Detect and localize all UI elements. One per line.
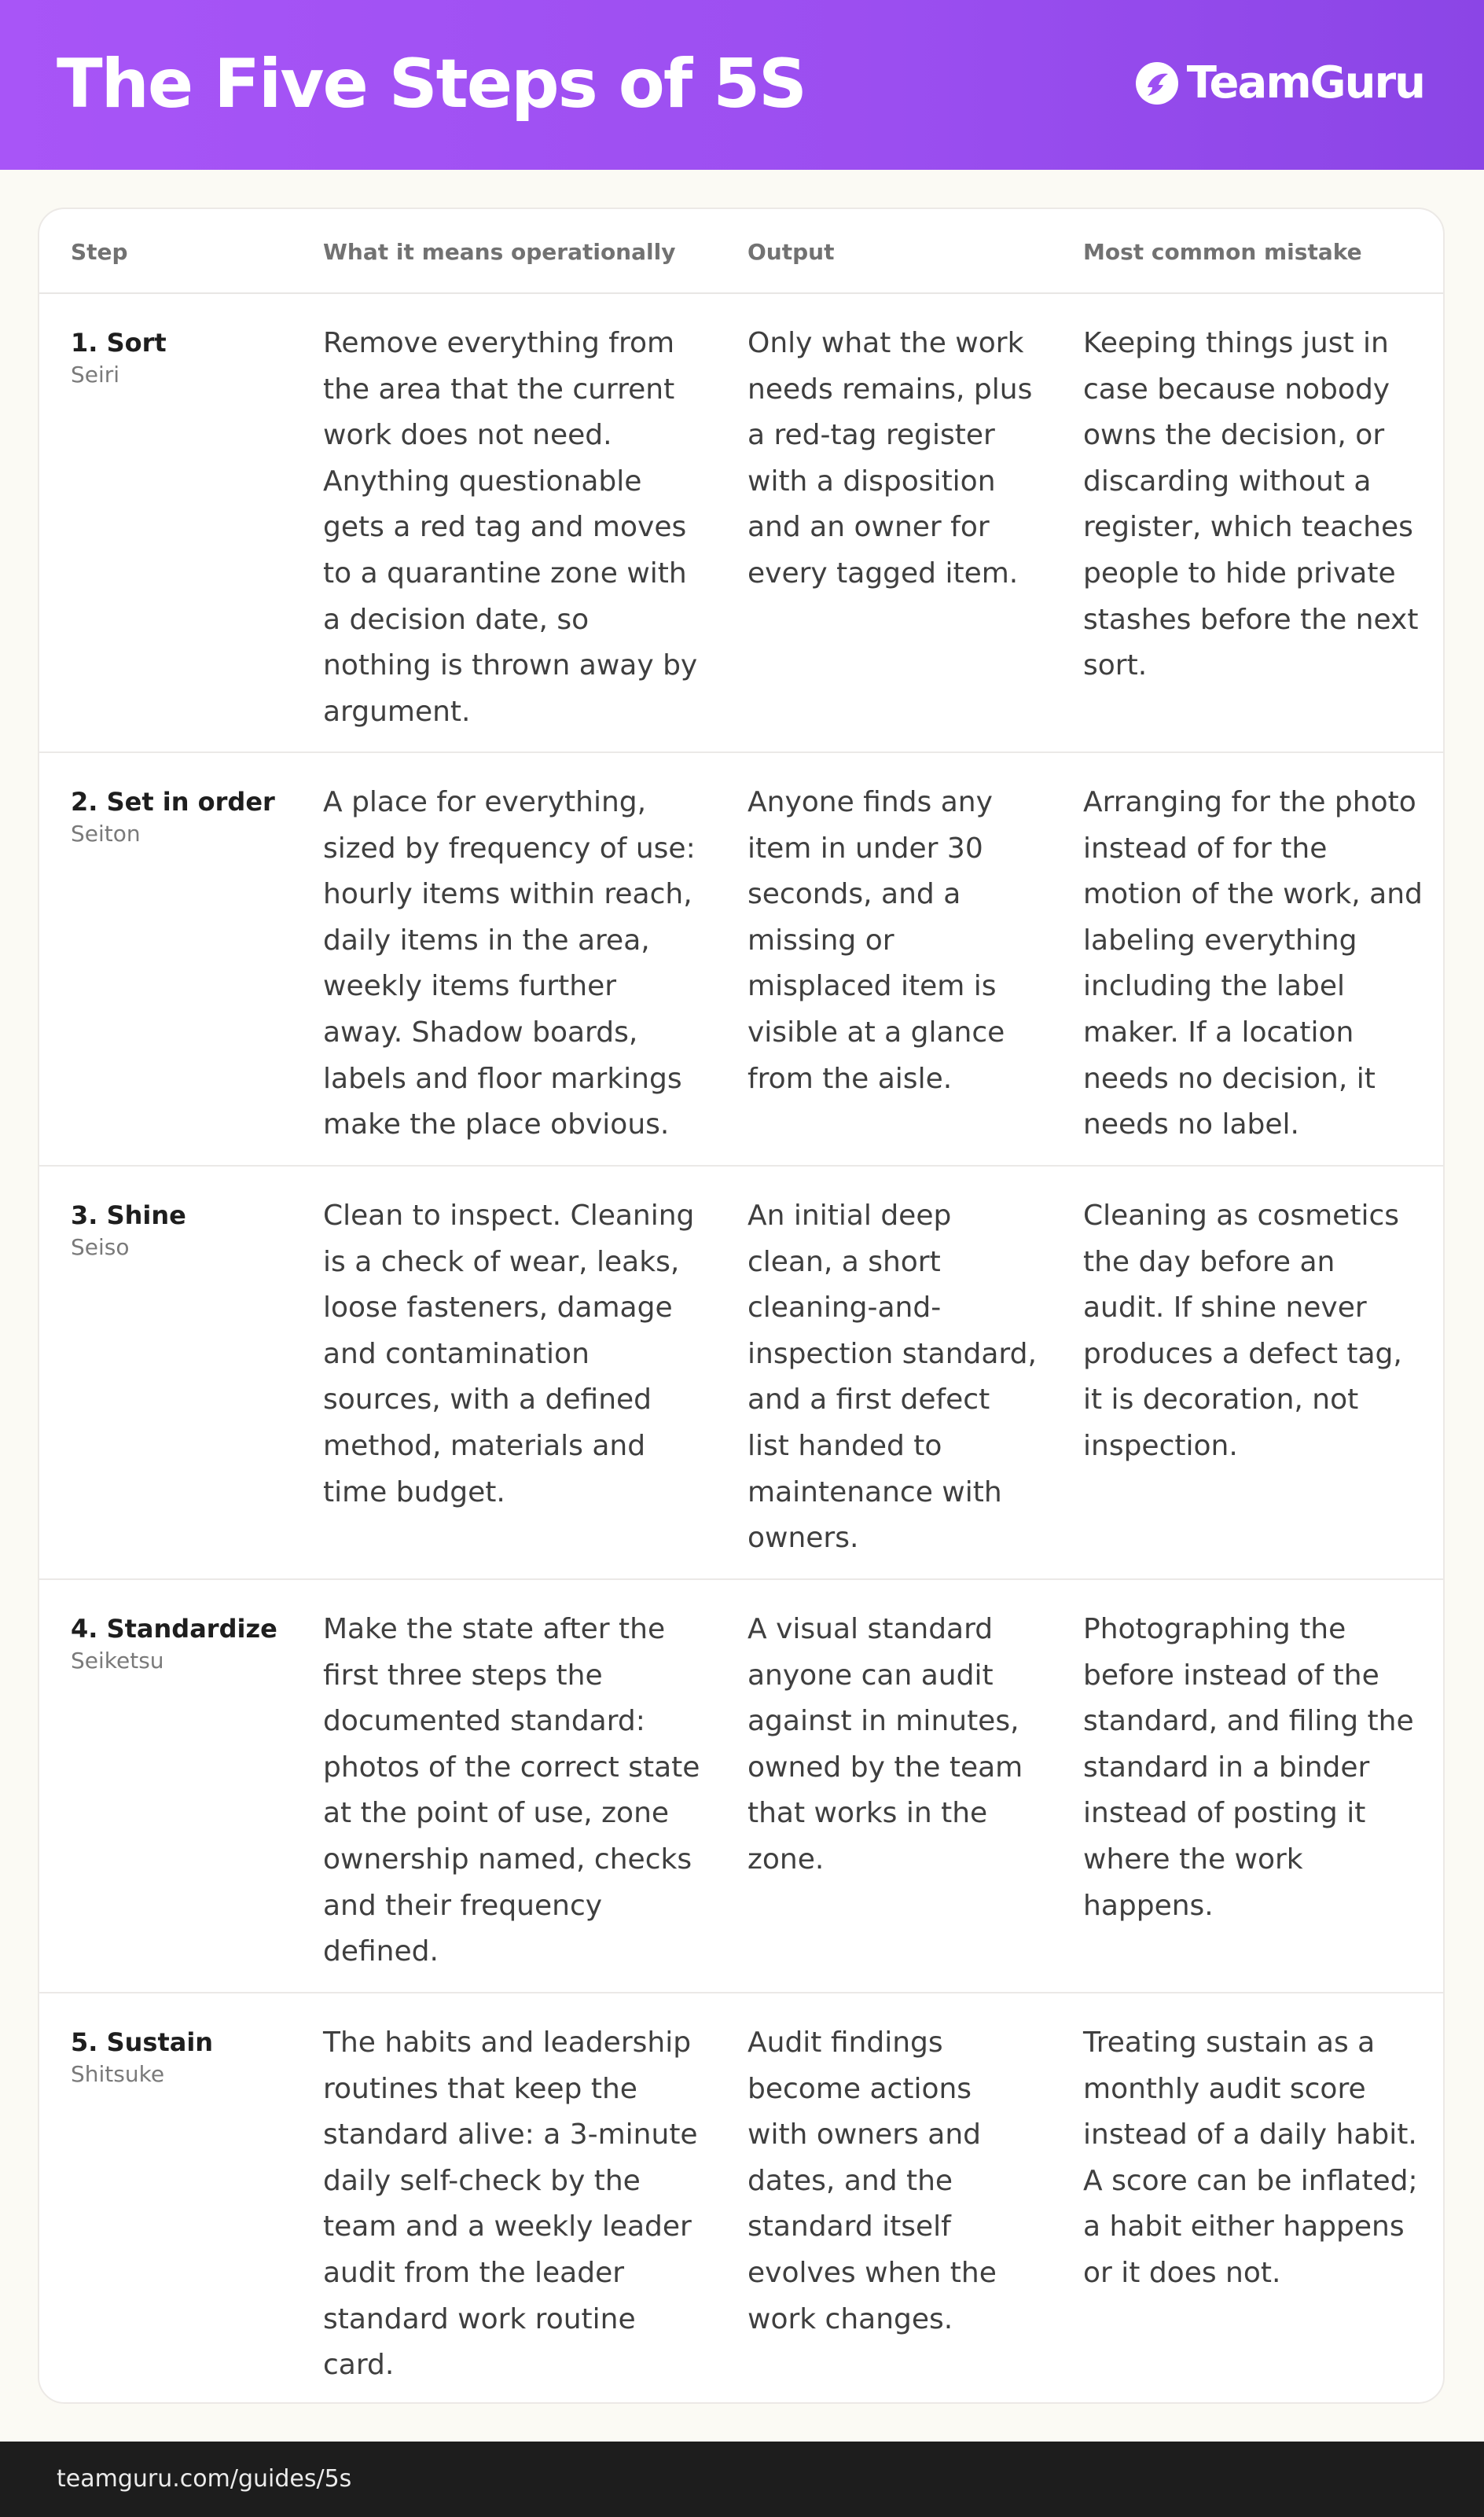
mistake-cell: Cleaning as cosmetics the day before an audit. If shine never produces a defect tag, it is decoration, not inspection. (1083, 1200, 1402, 1462)
table-row (39, 1993, 1443, 2404)
page-footer (0, 2442, 1484, 2517)
step-name: 2. Set in order (71, 787, 275, 817)
mistake-cell: Arranging for the photo instead of for the motion of the work, and labeling everything including the label maker. If a location needs no decision, it needs no label. (1083, 786, 1423, 1141)
brand-logo[interactable] (1135, 57, 1424, 108)
column-header-output: Output (748, 239, 835, 265)
column-header-meaning: What it means operationally (323, 239, 676, 265)
steps-table (38, 208, 1445, 2404)
column-header-step: Step (71, 239, 128, 265)
step-name: 5. Sustain (71, 2027, 214, 2057)
meaning-cell: Make the state after the first three steps the documented standard: photos of the correct state at the point of use, zone ownership named, checks and their frequency defined. (323, 1613, 700, 1968)
output-cell: A visual standard anyone can audit against in minutes, owned by the team that works in the zone. (748, 1613, 1023, 1876)
table-row (39, 294, 1443, 753)
brand-name: TeamGuru (1186, 57, 1424, 108)
table-row (39, 1167, 1443, 1580)
step-cell (71, 2023, 291, 2088)
step-cell (71, 1610, 291, 1674)
mistake-cell: Photographing the before instead of the standard, and filing the standard in a binder instead of posting it where the work happens. (1083, 1613, 1414, 1922)
step-cell (71, 783, 291, 847)
column-header-mistake: Most common mistake (1083, 239, 1362, 265)
mistake-cell: Keeping things just in case because nobody owns the decision, or discarding without a register, which teaches people to hide private stashes before the next sort. (1083, 327, 1419, 682)
output-cell: An initial deep clean, a short cleaning-and-inspection standard, and a first defect list handed to maintenance with owners. (748, 1200, 1037, 1555)
step-cell (71, 324, 291, 388)
step-japanese-name: Seiketsu (71, 1648, 164, 1674)
step-japanese-name: Seiso (71, 1234, 130, 1260)
output-cell: Only what the work needs remains, plus a red-tag register with a disposition and an owner for every tagged item. (748, 327, 1033, 590)
mistake-cell: Treating sustain as a monthly audit score instead of a daily habit. A score can be inflated; a habit either happens or it does not. (1083, 2026, 1418, 2289)
footer-url-link[interactable]: teamguru.com/guides/5s (57, 2465, 352, 2493)
step-japanese-name: Seiri (71, 362, 120, 388)
step-japanese-name: Shitsuke (71, 2061, 165, 2087)
step-name: 4. Standardize (71, 1614, 277, 1644)
teamguru-logo-icon (1135, 61, 1179, 105)
step-name: 3. Shine (71, 1200, 186, 1230)
meaning-cell: A place for everything, sized by frequency of use: hourly items within reach, daily items in the area, weekly items further away. Shadow boards, labels and floor markings make the place obvious. (323, 786, 696, 1141)
table-header (39, 209, 1443, 294)
meaning-cell: The habits and leadership routines that keep the standard alive: a 3-minute daily self-check by the team and a weekly leader audit from the leader standard work routine card. (323, 2026, 698, 2382)
output-cell: Anyone finds any item in under 30 seconds, and a missing or misplaced item is visible at a glance from the aisle. (748, 786, 1005, 1095)
table-row (39, 753, 1443, 1167)
step-name: 1. Sort (71, 328, 167, 358)
output-cell: Audit findings become actions with owners and dates, and the standard itself evolves when the work changes. (748, 2026, 997, 2335)
step-cell (71, 1196, 291, 1261)
page-header (0, 0, 1484, 170)
meaning-cell: Remove everything from the area that the current work does not need. Anything questionable gets a red tag and moves to a quarantine zone with a decision date, so nothing is thrown away by argument. (323, 327, 698, 728)
table-row (39, 1580, 1443, 1993)
step-japanese-name: Seiton (71, 821, 141, 847)
meaning-cell: Clean to inspect. Cleaning is a check of wear, leaks, loose fasteners, damage and contamination sources, with a defined method, materials and time budget. (323, 1200, 695, 1508)
page-title: The Five Steps of 5S (57, 45, 806, 123)
